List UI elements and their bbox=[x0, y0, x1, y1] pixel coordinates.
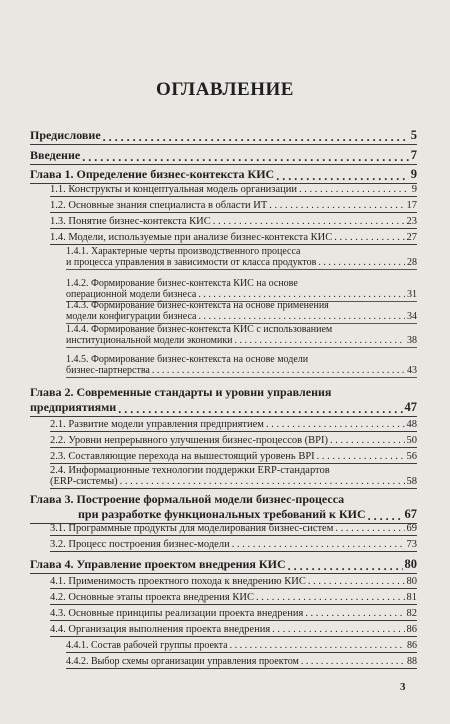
toc-entry-1-4-2[interactable]: 1.4.2. Формирование бизнес-контекста КИС на основе операционной модели бизнеса . . . 31 bbox=[66, 278, 417, 302]
toc-entry-chapter-3[interactable]: Глава 3. Построение формальной модели бизнес-процесса при разработке функциональных требований к КИС . . . 67 bbox=[30, 492, 417, 524]
toc-entry-4-4-2[interactable]: 4.4.2. Выбор схемы организации управления проектом . . . 88 bbox=[66, 656, 417, 669]
toc-entry-preface[interactable]: Предисловие . . . 5 bbox=[30, 128, 417, 145]
page-title: ОГЛАВЛЕНИЕ bbox=[156, 79, 294, 100]
toc-entry-chapter-4[interactable]: Глава 4. Управление проектом внедрения КИС . . . 80 bbox=[30, 557, 417, 574]
toc-entry-4-4-1[interactable]: 4.4.1. Состав рабочей группы проекта . . . 86 bbox=[66, 640, 417, 653]
page-number: 3 bbox=[400, 681, 406, 693]
toc-entry-1-4-1[interactable]: 1.4.1. Характерные черты производственного процесса и процесса управления в зависимости от класса продуктов . . . 28 bbox=[66, 246, 417, 270]
toc-entry-4-1[interactable]: 4.1. Применимость проектного похода к внедрению КИС . . . 80 bbox=[50, 576, 417, 589]
toc-entry-1-1[interactable]: 1.1. Конструкты и концептуальная модель организации . . . 9 bbox=[50, 184, 417, 197]
toc-entry-1-4-4[interactable]: 1.4.4. Формирование бизнес-контекста КИС с использованием институциональной модели экономики . . . 38 bbox=[66, 324, 417, 348]
toc-entry-2-4[interactable]: 2.4. Информационные технологии поддержки ERP-стандартов (ERP-системы) . . . 58 bbox=[50, 465, 417, 489]
toc-entry-chapter-1[interactable]: Глава 1. Определение бизнес-контекста КИС . . . 9 bbox=[30, 167, 417, 184]
toc-entry-4-4[interactable]: 4.4. Организация выполнения проекта внедрения . . . 86 bbox=[50, 624, 417, 637]
toc-entry-4-3[interactable]: 4.3. Основные принципы реализации проекта внедрения . . . 82 bbox=[50, 608, 417, 621]
toc-entry-2-2[interactable]: 2.2. Уровни непрерывного улучшения бизнес-процессов (BPI) . . . 50 bbox=[50, 435, 417, 448]
toc-entry-1-4-5[interactable]: 1.4.5. Формирование бизнес-контекста на основе модели бизнес-партнерства . . . 43 bbox=[66, 354, 417, 378]
toc-entry-intro[interactable]: Введение . . . 7 bbox=[30, 148, 417, 165]
toc-entry-4-2[interactable]: 4.2. Основные этапы проекта внедрения КИС . . . 81 bbox=[50, 592, 417, 605]
toc-entry-1-3[interactable]: 1.3. Понятие бизнес-контекста КИС . . . 23 bbox=[50, 216, 417, 229]
toc-entry-2-1[interactable]: 2.1. Развитие модели управления предприятием . . . 48 bbox=[50, 419, 417, 432]
toc-entry-1-2[interactable]: 1.2. Основные знания специалиста в области ИТ . . . 17 bbox=[50, 200, 417, 213]
toc-entry-3-1[interactable]: 3.1. Программные продукты для моделирования бизнес-систем . . . 69 bbox=[50, 523, 417, 536]
toc-entry-3-2[interactable]: 3.2. Процесс построения бизнес-модели . . . 73 bbox=[50, 539, 417, 552]
toc-entry-1-4-3[interactable]: 1.4.3. Формирование бизнес-контекста на основе применения модели конфигурации бизнеса . . . 34 bbox=[66, 300, 417, 324]
toc-entry-2-3[interactable]: 2.3. Составляющие перехода на вышестоящий уровень BPI . . . 56 bbox=[50, 451, 417, 464]
toc-entry-1-4[interactable]: 1.4. Модели, используемые при анализе бизнес-контекста КИС . . . 27 bbox=[50, 232, 417, 245]
toc-entry-chapter-2[interactable]: Глава 2. Современные стандарты и уровни управления предприятиями . . . 47 bbox=[30, 385, 417, 417]
